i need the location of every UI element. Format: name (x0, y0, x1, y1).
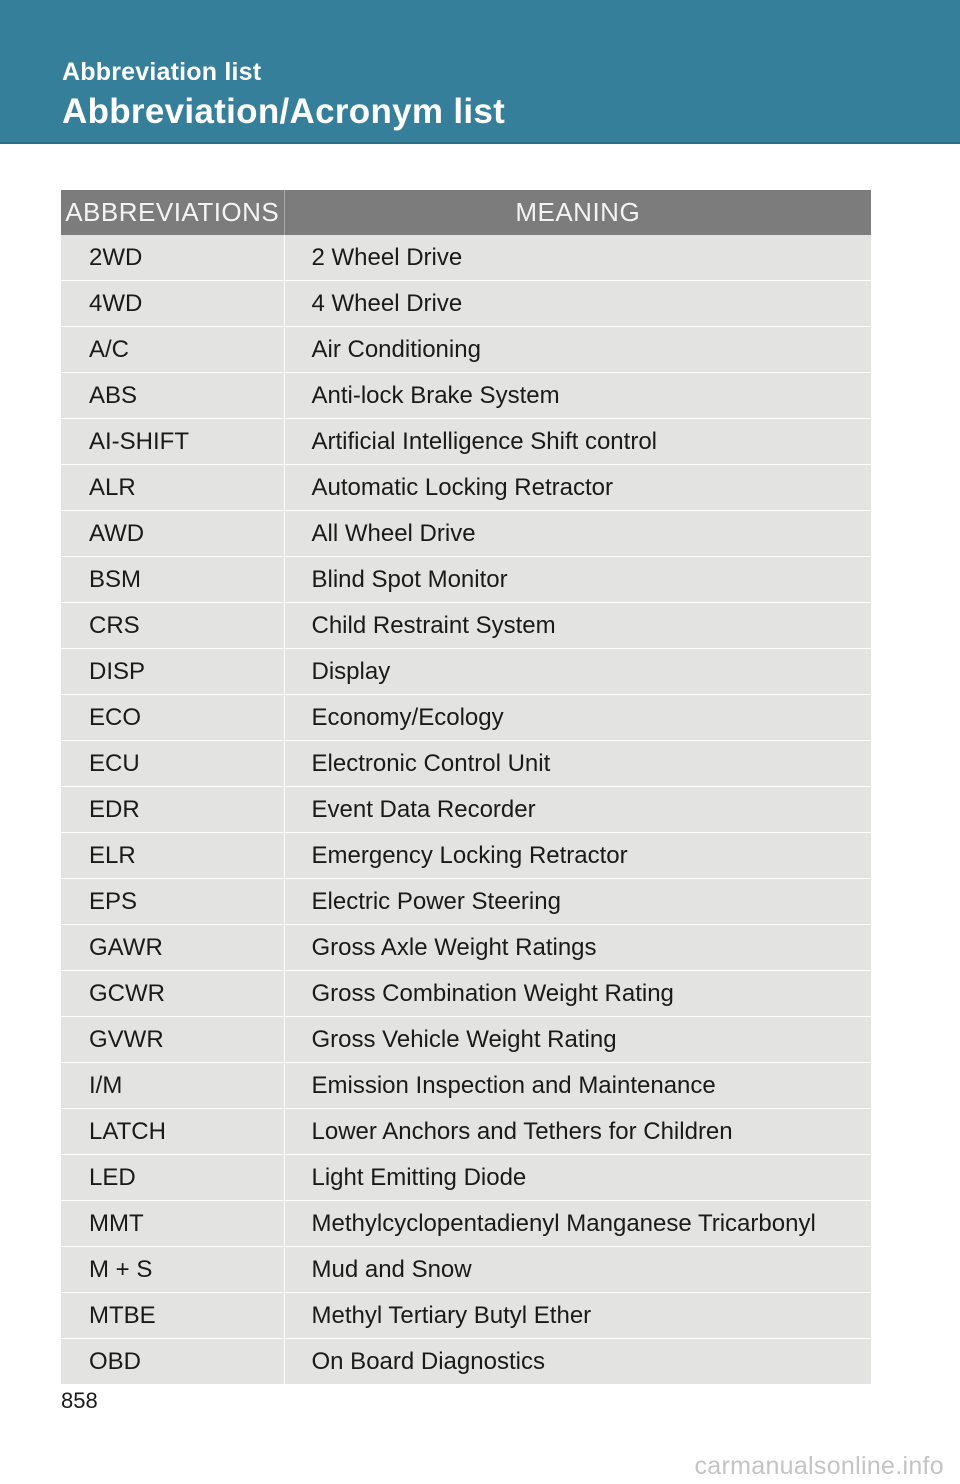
table-row (61, 695, 871, 741)
table-row (61, 1339, 871, 1385)
abbreviation-cell: ECU (61, 741, 284, 787)
meaning-cell: 2 Wheel Drive (284, 235, 871, 281)
meaning-cell: Blind Spot Monitor (284, 557, 871, 603)
table-row (61, 281, 871, 327)
abbreviation-cell: EPS (61, 879, 284, 925)
table-row (61, 603, 871, 649)
abbreviation-cell: EDR (61, 787, 284, 833)
meaning-cell: Artificial Intelligence Shift control (284, 419, 871, 465)
abbreviation-cell: ECO (61, 695, 284, 741)
header-band (0, 0, 960, 144)
abbreviation-table (61, 190, 871, 1385)
abbreviation-cell: BSM (61, 557, 284, 603)
table-row (61, 1293, 871, 1339)
meaning-cell: Display (284, 649, 871, 695)
section-label: Abbreviation list (62, 58, 262, 86)
abbreviation-cell: GCWR (61, 971, 284, 1017)
meaning-cell: 4 Wheel Drive (284, 281, 871, 327)
meaning-cell: Lower Anchors and Tethers for Children (284, 1109, 871, 1155)
table-row (61, 1017, 871, 1063)
meaning-cell: Methylcyclopentadienyl Manganese Tricarbonyl (284, 1201, 871, 1247)
meaning-cell: Child Restraint System (284, 603, 871, 649)
meaning-cell: Economy/Ecology (284, 695, 871, 741)
table-row (61, 879, 871, 925)
table-row (61, 1109, 871, 1155)
meaning-cell: Gross Combination Weight Rating (284, 971, 871, 1017)
abbreviation-cell: I/M (61, 1063, 284, 1109)
table-row (61, 1063, 871, 1109)
abbreviation-cell: AWD (61, 511, 284, 557)
table-row (61, 235, 871, 281)
table-row (61, 511, 871, 557)
meaning-cell: Gross Axle Weight Ratings (284, 925, 871, 971)
table-body (61, 235, 871, 1385)
table-row (61, 925, 871, 971)
meaning-cell: Automatic Locking Retractor (284, 465, 871, 511)
table-row (61, 741, 871, 787)
abbreviation-cell: DISP (61, 649, 284, 695)
meaning-cell: Anti-lock Brake System (284, 373, 871, 419)
abbreviation-cell: LATCH (61, 1109, 284, 1155)
meaning-cell: All Wheel Drive (284, 511, 871, 557)
table-row (61, 465, 871, 511)
abbreviation-cell: 4WD (61, 281, 284, 327)
abbreviation-cell: MMT (61, 1201, 284, 1247)
abbreviation-cell: A/C (61, 327, 284, 373)
meaning-cell: Electronic Control Unit (284, 741, 871, 787)
abbreviation-cell: GVWR (61, 1017, 284, 1063)
abbreviation-cell: ELR (61, 833, 284, 879)
abbreviation-cell: GAWR (61, 925, 284, 971)
table-row (61, 419, 871, 465)
table-row (61, 649, 871, 695)
table-row (61, 787, 871, 833)
abbreviation-cell: M + S (61, 1247, 284, 1293)
meaning-cell: Electric Power Steering (284, 879, 871, 925)
meaning-cell: Air Conditioning (284, 327, 871, 373)
table-row (61, 557, 871, 603)
abbreviation-cell: AI-SHIFT (61, 419, 284, 465)
page-title: Abbreviation/Acronym list (62, 92, 506, 131)
abbreviation-cell: ALR (61, 465, 284, 511)
abbreviation-cell: ABS (61, 373, 284, 419)
table-row (61, 1155, 871, 1201)
table-row (61, 971, 871, 1017)
table-row (61, 1201, 871, 1247)
abbreviation-cell: OBD (61, 1339, 284, 1385)
abbreviation-table-wrap (61, 190, 871, 1385)
table-row (61, 373, 871, 419)
meaning-cell: Methyl Tertiary Butyl Ether (284, 1293, 871, 1339)
table-row (61, 1247, 871, 1293)
meaning-cell: On Board Diagnostics (284, 1339, 871, 1385)
meaning-cell: Emission Inspection and Maintenance (284, 1063, 871, 1109)
page-number: 858 (61, 1388, 98, 1413)
meaning-cell: Light Emitting Diode (284, 1155, 871, 1201)
meaning-cell: Gross Vehicle Weight Rating (284, 1017, 871, 1063)
abbreviation-cell: CRS (61, 603, 284, 649)
watermark: carmanualsonline.info (694, 1452, 944, 1480)
table-row (61, 833, 871, 879)
abbreviation-cell: 2WD (61, 235, 284, 281)
meaning-cell: Emergency Locking Retractor (284, 833, 871, 879)
meaning-cell: Mud and Snow (284, 1247, 871, 1293)
column-header-abbreviations: ABBREVIATIONS (61, 190, 284, 235)
table-header-row (61, 190, 871, 235)
abbreviation-cell: MTBE (61, 1293, 284, 1339)
abbreviation-cell: LED (61, 1155, 284, 1201)
table-row (61, 327, 871, 373)
column-header-meaning: MEANING (284, 190, 871, 235)
meaning-cell: Event Data Recorder (284, 787, 871, 833)
